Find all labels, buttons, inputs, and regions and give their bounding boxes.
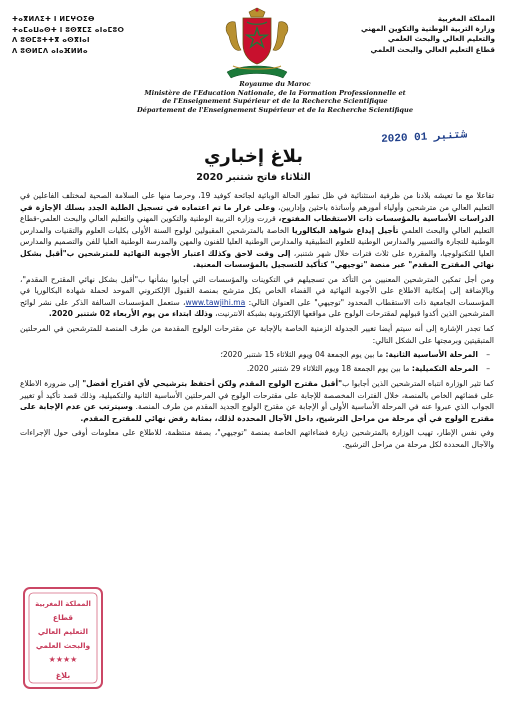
list-item: [20, 349, 478, 361]
official-seal: [18, 584, 108, 694]
list-item: [20, 363, 478, 375]
seal-text: ★★★★: [48, 655, 78, 664]
page-subtitle: الثلاثاء فاتح شتنبر 2020: [196, 172, 311, 183]
text-run: الخاصة بالمترشحين المقبولين لولوج السنة الأولى بكليات العلوم والتقنيات والمدارس الوطنية للتجارة والتسيير والمدارس الوطنية للعلوم التطبيقية والمدارس الوطنية العليا للفنون والمهن والمدرسة الوطنية العليا للفن والتصميم والمدارس العليا للتكنولوجيا، والمقررة على ثلاث فترات خلال شهر شتنبر،: [20, 225, 494, 258]
header-tifinagh-line: ⴷ ⵓⵙⵎⵓⵜⵜⴳ ⴰⵙⴳⵏⴰⵏ: [12, 36, 90, 44]
header-tifinagh-line: ⵜⴰⵎⴰⵡⴰⵙⵜ ⵏ ⵓⵙⴳⵎⵉ ⴰⵏⴰⵎⵓⵔ: [12, 25, 125, 34]
text-run: إلى ضرورة الاطلاع على فضائهم الخاص بالمنصة، خلال الفترات المخصصة للإجابة على مقترحات الولوج في المرحلتين الأساسية الثانية والتكميلية، وذلك قصد تأكيد أو تغيير الجواب الذي عبروا عنه في المرحلة الأساسية الأولى أو الإجابة عن مقترح الولوج الجديد المقدم من طرف المنصة.: [20, 379, 494, 412]
list-item-text: ما بين يوم الجمعة 18 ويوم الثلاثاء 29 شتنبر 2020.: [246, 363, 412, 373]
header-tifinagh-line: ⵜⴰⴳⵍⴷⵉⵜ ⵏ ⵍⵎⵖⵔⵉⴱ: [12, 15, 95, 23]
text-run: وفي نفس الإطار، تهيب الوزارة بالمترشحين زيارة فضاءاتهم الخاصة بمنصة "توجيهي"، بصفة منتظمة، للاطلاع على معلومات أوفى حول الإجراءات والآجال المحددة لكل مرحلة من مراحل الترشيح.: [20, 428, 494, 449]
text-run: ، ستعمل المؤسسات السالفة الذكر على نشر لوائح المترشحين الذين أكدوا قبولهم لمقترحات الولوج على مواقعها الإلكترونية بشبكة الانترنيت،: [20, 297, 494, 319]
header-tifinagh-line: ⴷ ⵓⵙⵍⵎⴷ ⴰⵏⴰⴼⵍⵍⴰ: [12, 46, 88, 55]
list-item-label: المرحلة التكميلية:: [411, 363, 478, 373]
header-french-line: Royaume du Maroc: [239, 80, 311, 88]
list-item-label: المرحلة الأساسية الثانية:: [385, 350, 478, 360]
header-arabic: [325, 14, 495, 55]
header-arabic-line: وزارة التربية الوطنية والتكوين المهني: [360, 24, 495, 34]
date-stamp: [379, 122, 495, 146]
document-body: [20, 190, 494, 453]
text-run: ومن أجل تمكين المترشحين المعنيين من التأكد من تسجيلهم في التكوينات والمؤسسات التي أجابوا بشأنها ب"أقبل بشكل نهائي المقترح المقدم"، وبالإضافة إلى إمكانية الاطلاع على الأجوبة النهائية في الفضاء الخاص بكل مترشح بمنصة القبول الإلكتروني الموحد لحملة شهادة البكالوريا في المؤسسات الجامعية ذات الاستقطاب المحدود "توجيهي" على العنوان التالي:: [20, 274, 494, 307]
seal-text: قطاع: [52, 613, 74, 622]
paragraph: [20, 427, 494, 450]
text-run-bold: وعلى غرار ما تم اعتماده في تسجيل الطلبة الجدد بسلك الإجازة في الدراسات الأساسية بالمؤسسات ذات الاستقطاب المفتوح،: [20, 202, 494, 224]
schedule-list: [20, 349, 494, 374]
paragraph: [20, 274, 494, 320]
header-french-line: Ministère de l'Education Nationale, de la Formation Professionnelle et: [144, 88, 406, 97]
header-french-line: de l'Enseignement Supérieur et de la Recherche Scientifique: [162, 97, 388, 106]
header-arabic-line: قطاع التعليم العالي والبحث العلمي: [370, 44, 495, 54]
text-run: قررت وزارة التربية الوطنية والتكوين المهني والتعليم العالي والبحث العلمي-قطاع التعليم العالي والبحث العلمي: [20, 214, 494, 235]
coat-of-arms-emblem: [221, 6, 293, 86]
list-item-text: ما بين يوم الجمعة 04 ويوم الثلاثاء 15 شتنبر 2020؛: [220, 350, 386, 360]
tawjihi-link[interactable]: www.tawjihi.ma: [185, 297, 246, 307]
header-tifinagh: [12, 14, 162, 56]
text-run-bold: إلى وقت لاحق وكذلك اعتبار الأجوبة النهائية للمترشحين ب"أقبل بشكل نهائي المقترح المقدم" عبر منصة "توجيهي" كتأكيد للتسجيل بالمؤسسات المعنية.: [20, 248, 494, 270]
text-run: كما تثير الوزارة انتباه المترشحين الذين أجابوا ب: [342, 379, 494, 389]
paragraph: [20, 190, 494, 271]
text-run-bold: "أقبل مقترح الولوج المقدم ولكن أحتفظ بترشيحي لأي اقتراح أفضل": [82, 379, 343, 389]
seal-text: بلاغ: [55, 671, 71, 680]
page-title: بلاغ إخباري: [203, 146, 304, 167]
text-run-bold: تأجيل إيداع شواهد البكالوريا: [292, 225, 399, 235]
header-french: [110, 80, 440, 114]
paragraph: [20, 323, 494, 346]
text-run: تفاعلا مع ما تعيشه بلادنا من ظرفية استثنائية في ظل تطور الحالة الوبائية لجائحة كوفيد 19، وحرصا منها على السلامة الصحية لمختلف الفاعلين في التعليم العالي من مترشحين وأولياء أمورهم وأساتذة باحثين وإداريين،: [20, 191, 494, 212]
seal-text: والبحث العلمي: [35, 641, 91, 650]
text-run: كما تجدر الإشارة إلى أنه سيتم أيضا تغيير الجدولة الزمنية الخاصة بالإجابة عن مقترحات الولوج المقدمة من طرف المنصة للمترشحين في المرحلتين المتبقيتين وبرمجتها على الشكل التالي:: [20, 324, 494, 345]
text-run-bold: وسيترتب عن عدم الإجابة على مقترح الولوج في أي مرحلة من مراحل الترشيح، داخل الآجال المحددة لذلك، بمثابة رفض نهائي للمقترح المقدم.: [20, 402, 494, 423]
paragraph: [20, 378, 494, 424]
seal-text: التعليم العالي: [37, 627, 89, 636]
header-french-line: Département de l'Enseignement Supérieur et de la Recherche Scientifique: [136, 105, 414, 114]
text-run-bold: وذلك ابتداء من يوم الأربعاء 02 شتنبر 2020.: [48, 309, 213, 319]
header-arabic-line: والتعليم العالي والبحث العلمي: [387, 34, 495, 44]
header-arabic-line: المملكة المغربية: [437, 14, 495, 23]
date-stamp-text: 2020 شتنبر 01: [380, 129, 468, 146]
seal-text: المملكة المغربية: [35, 600, 91, 608]
